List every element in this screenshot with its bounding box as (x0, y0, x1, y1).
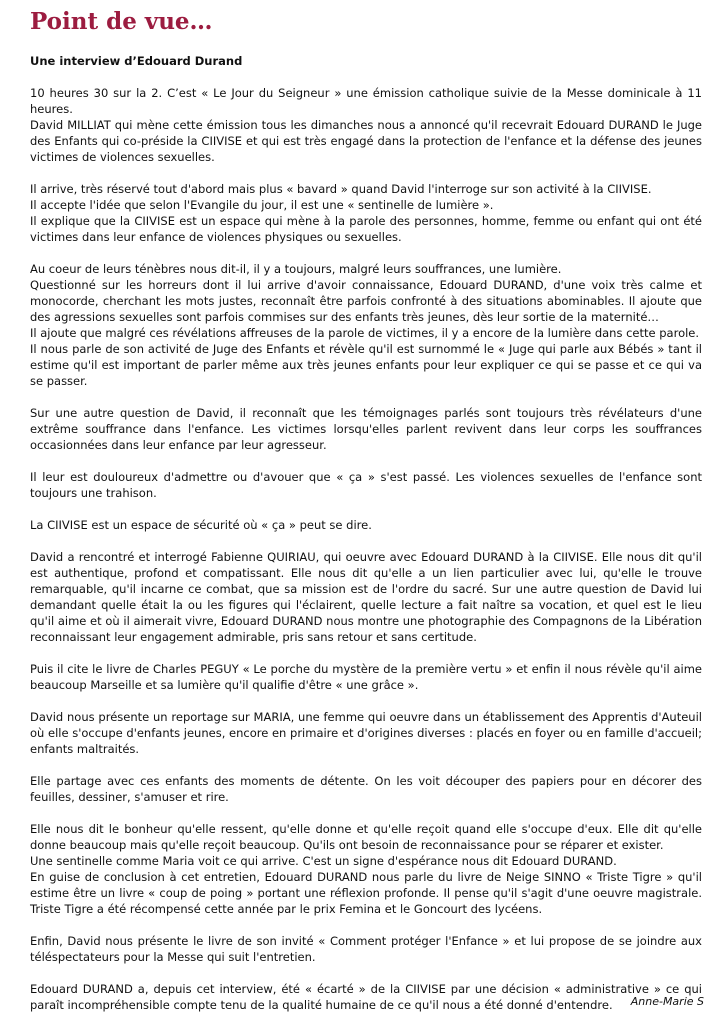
paragraph-line: Enfin, David nous présente le livre de son invité « Comment protéger l'Enfance » et lui propose de se joindre aux téléspectateurs pour la Messe qui suit l'entretien. (30, 934, 702, 964)
paragraph-line: Au coeur de leurs ténèbres nous dit-il, il y a toujours, malgré leurs souffrances, une lumière. (30, 262, 562, 276)
paragraph (30, 709, 702, 757)
paragraph-line: Une sentinelle comme Maria voit ce qui arrive. C'est un signe d'espérance nous dit Edouard DURAND. (30, 854, 617, 868)
paragraph (30, 549, 702, 645)
paragraph-line: Sur une autre question de David, il reconnaît que les témoignages parlés sont toujours très révélateurs d'une extrême souffrance dans l'enfance. Les victimes lorsqu'elles parlent revivent dans leur corps les souffrances occasionnées dans leur enfance par leur agresseur. (30, 406, 702, 452)
paragraph (30, 405, 702, 453)
article-body (30, 85, 702, 1013)
paragraph-line: David nous présente un reportage sur MARIA, une femme qui oeuvre dans un établissement des Apprentis d'Auteuil où elle s'occupe d'enfants jeunes, encore en primaire et d'origines diverses : placés en foyer ou en famille d'accueil; enfants maltraités. (30, 710, 702, 756)
paragraph (30, 773, 702, 805)
paragraph (30, 517, 702, 533)
paragraph (30, 469, 702, 501)
paragraph-line: Il accepte l'idée que selon l'Evangile du jour, il est une « sentinelle de lumière ». (30, 198, 494, 212)
paragraph (30, 933, 702, 965)
paragraph (30, 261, 702, 389)
paragraph-line: David MILLIAT qui mène cette émission tous les dimanches nous a annoncé qu'il recevrait Edouard DURAND le Juge des Enfants qui co-préside la CIIVISE et qui est très engagé dans la protection de l'enfance et la défense des jeunes victimes de violences sexuelles. (30, 118, 702, 164)
paragraph-line: Il arrive, très réservé tout d'abord mais plus « bavard » quand David l'interroge sur son activité à la CIIVISE. (30, 182, 652, 196)
paragraph-line: Questionné sur les horreurs dont il lui arrive d'avoir connaissance, Edouard DURAND, d'une voix très calme et monocorde, cherchant les mots justes, reconnaît être parfois confronté à des situations abominables. Il ajoute que des agressions sexuelles sont parfois commises sur des enfants très jeunes, dès leur sortie de la maternité… (30, 278, 702, 324)
paragraph-line: Elle nous dit le bonheur qu'elle ressent, qu'elle donne et qu'elle reçoit quand elle s'occupe d'eux. Elle dit qu'elle donne beaucoup mais qu'elle reçoit beaucoup. Qu'ils ont besoin de reconnaissance pour se réparer et exister. (30, 822, 702, 852)
author-signature: Anne-Marie S (630, 995, 704, 1008)
paragraph-line: En guise de conclusion à cet entretien, Edouard DURAND nous parle du livre de Neige SINNO « Triste Tigre » qu'il estime être un livre « coup de poing » portant une réflexion profonde. Il pense qu'il s'agit d'une oeuvre magistrale. Triste Tigre a été récompensé cette année par le prix Femina et le Goncourt des lycéens. (30, 870, 702, 916)
paragraph-line: Il nous parle de son activité de Juge des Enfants et révèle qu'il est surnommé le « Juge qui parle aux Bébés » tant il estime qu'il est important de parler même aux très jeunes enfants pour leur expliquer ce qui se passe et ce qui va se passer. (30, 342, 702, 388)
paragraph-line: Il ajoute que malgré ces révélations affreuses de la parole de victimes, il y a encore de la lumière dans cette parole. (30, 326, 700, 340)
paragraph (30, 181, 702, 245)
paragraph-line: Puis il cite le livre de Charles PEGUY « Le porche du mystère de la première vertu » et enfin il nous révèle qu'il aime beaucoup Marseille et sa lumière qu'il qualifie d'être « une grâce ». (30, 662, 702, 692)
paragraph-line: Il explique que la CIIVISE est un espace qui mène à la parole des personnes, homme, femme ou enfant qui ont été victimes dans leur enfance de violences physiques ou sexuelles. (30, 214, 702, 244)
paragraph-line: Il leur est douloureux d'admettre ou d'avouer que « ça » s'est passé. Les violences sexuelles de l'enfance sont toujours une trahison. (30, 470, 702, 500)
paragraph-line: La CIIVISE est un espace de sécurité où « ça » peut se dire. (30, 518, 372, 532)
paragraph (30, 981, 702, 1013)
paragraph-line: Elle partage avec ces enfants des moments de détente. On les voit découper des papiers pour en décorer des feuilles, dessiner, s'amuser et rire. (30, 774, 702, 804)
paragraph (30, 661, 702, 693)
page-title: Point de vue… (30, 8, 213, 35)
paragraph-line: David a rencontré et interrogé Fabienne QUIRIAU, qui oeuvre avec Edouard DURAND à la CIIVISE. Elle nous dit qu'il est authentique, profond et compatissant. Elle nous dit qu'elle a un lien particulier avec lui, qu'elle le trouve remarquable, qu'il incarne ce combat, que sa mission est de l'ordre du sacré. Sur une autre question de David lui demandant quelle était la ou les figures qui l'éclairent, quelle lecture a fait naître sa vocation, et quel est le lieu qu'il aime et où il aimerait vivre, Edouard DURAND nous montre une photographie des Compagnons de la Libération reconnaissant leur engagement admirable, pris sans retour et sans certitude. (30, 550, 702, 644)
paragraph-line: 10 heures 30 sur la 2. C’est « Le Jour du Seigneur » une émission catholique suivie de la Messe dominicale à 11 heures. (30, 86, 702, 116)
paragraph (30, 821, 702, 917)
paragraph (30, 85, 702, 165)
article (30, 6, 702, 1029)
article-subtitle: Une interview d’Edouard Durand (30, 54, 243, 68)
paragraph-line: Edouard DURAND a, depuis cet interview, été « écarté » de la CIIVISE par une décision « administrative » ce qui paraît incompréhensible compte tenu de la qualité humaine de ce qu'il nous a été donné d'entendre. (30, 982, 702, 1012)
